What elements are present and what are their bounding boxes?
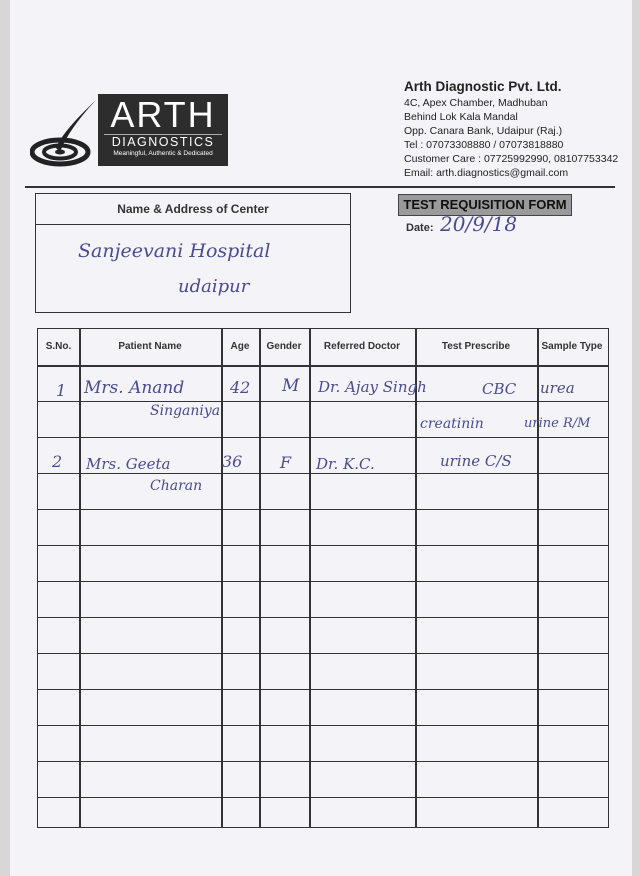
logo-tagline: Meaningful, Authentic & Dedicated: [113, 150, 213, 157]
row-1-age: 42: [230, 378, 251, 397]
row-divider: [38, 797, 608, 798]
telephone: Tel : 07073308880 / 07073818880: [404, 139, 564, 151]
row-1-gender: M: [282, 376, 300, 396]
address-line-1: 4C, Apex Chamber, Madhuban: [404, 97, 548, 109]
logo-subtitle: DIAGNOSTICS: [104, 134, 222, 149]
company-details: [404, 78, 618, 180]
row-2-age: 36: [222, 452, 243, 471]
column-header-patient-name: Patient Name: [118, 341, 182, 352]
address-line-2: Behind Lok Kala Mandal: [404, 111, 518, 123]
address-line-3: Opp. Canara Bank, Udaipur (Raj.): [404, 125, 563, 137]
patient-table: [37, 328, 609, 828]
row-divider: [38, 725, 608, 726]
column-header-age: Age: [230, 341, 250, 352]
row-divider: [38, 581, 608, 582]
row-divider: [38, 473, 608, 474]
column-divider: [309, 329, 311, 827]
center-city-handwritten: udaipur: [178, 276, 250, 297]
row-divider: [38, 509, 608, 510]
row-2-patient-name: Mrs. Geeta: [86, 455, 171, 473]
logo-word: ARTH: [110, 94, 216, 135]
target-checkmark-icon: [30, 92, 100, 172]
email: Email: arth.diagnostics@gmail.com: [404, 167, 569, 179]
header-row-divider: [38, 365, 608, 367]
row-1-patient-name-cont: Singaniya: [150, 403, 221, 419]
row-divider: [38, 437, 608, 438]
row-divider: [38, 401, 608, 402]
column-divider: [221, 329, 223, 827]
company-name: Arth Diagnostic Pvt. Ltd.: [404, 79, 562, 94]
column-divider: [259, 329, 261, 827]
date-handwritten: 20/9/18: [440, 212, 518, 236]
header-divider: [25, 186, 615, 188]
column-header-gender: Gender: [266, 341, 302, 352]
row-1-test: CBC: [482, 380, 517, 398]
row-1-sno: 1: [56, 381, 67, 400]
row-2-gender: F: [280, 453, 292, 472]
logo-wordmark: [98, 94, 228, 166]
row-1-sample-cont: urine R/M: [524, 416, 591, 431]
row-2-sno: 2: [52, 452, 63, 471]
row-1-patient-name: Mrs. Anand: [84, 378, 185, 398]
column-divider: [79, 329, 81, 827]
column-divider: [537, 329, 539, 827]
customer-care: Customer Care : 07725992990, 08107753342: [404, 153, 619, 165]
row-2-test: urine C/S: [440, 452, 512, 470]
column-header-test-prescribe: Test Prescribe: [441, 341, 511, 352]
row-2-doctor: Dr. K.C.: [316, 455, 375, 473]
column-header-referred-doctor: Referred Doctor: [323, 341, 401, 352]
date-label: Date:: [406, 222, 434, 234]
row-divider: [38, 617, 608, 618]
row-divider: [38, 761, 608, 762]
row-1-doctor: Dr. Ajay Singh: [318, 378, 427, 396]
center-name-handwritten: Sanjeevani Hospital: [78, 240, 271, 262]
column-header-sno: S.No.: [45, 341, 72, 352]
row-1-sample: urea: [540, 379, 575, 397]
row-divider: [38, 653, 608, 654]
row-divider: [38, 689, 608, 690]
row-1-test-cont: creatinin: [420, 416, 484, 432]
center-box-title: Name & Address of Center: [36, 194, 350, 225]
form-title: TEST REQUISITION FORM: [398, 194, 572, 216]
row-divider: [38, 545, 608, 546]
row-2-patient-name-cont: Charan: [150, 478, 203, 494]
arth-logo: [30, 92, 230, 172]
column-header-sample-type: Sample Type: [541, 341, 603, 352]
column-divider: [415, 329, 417, 827]
